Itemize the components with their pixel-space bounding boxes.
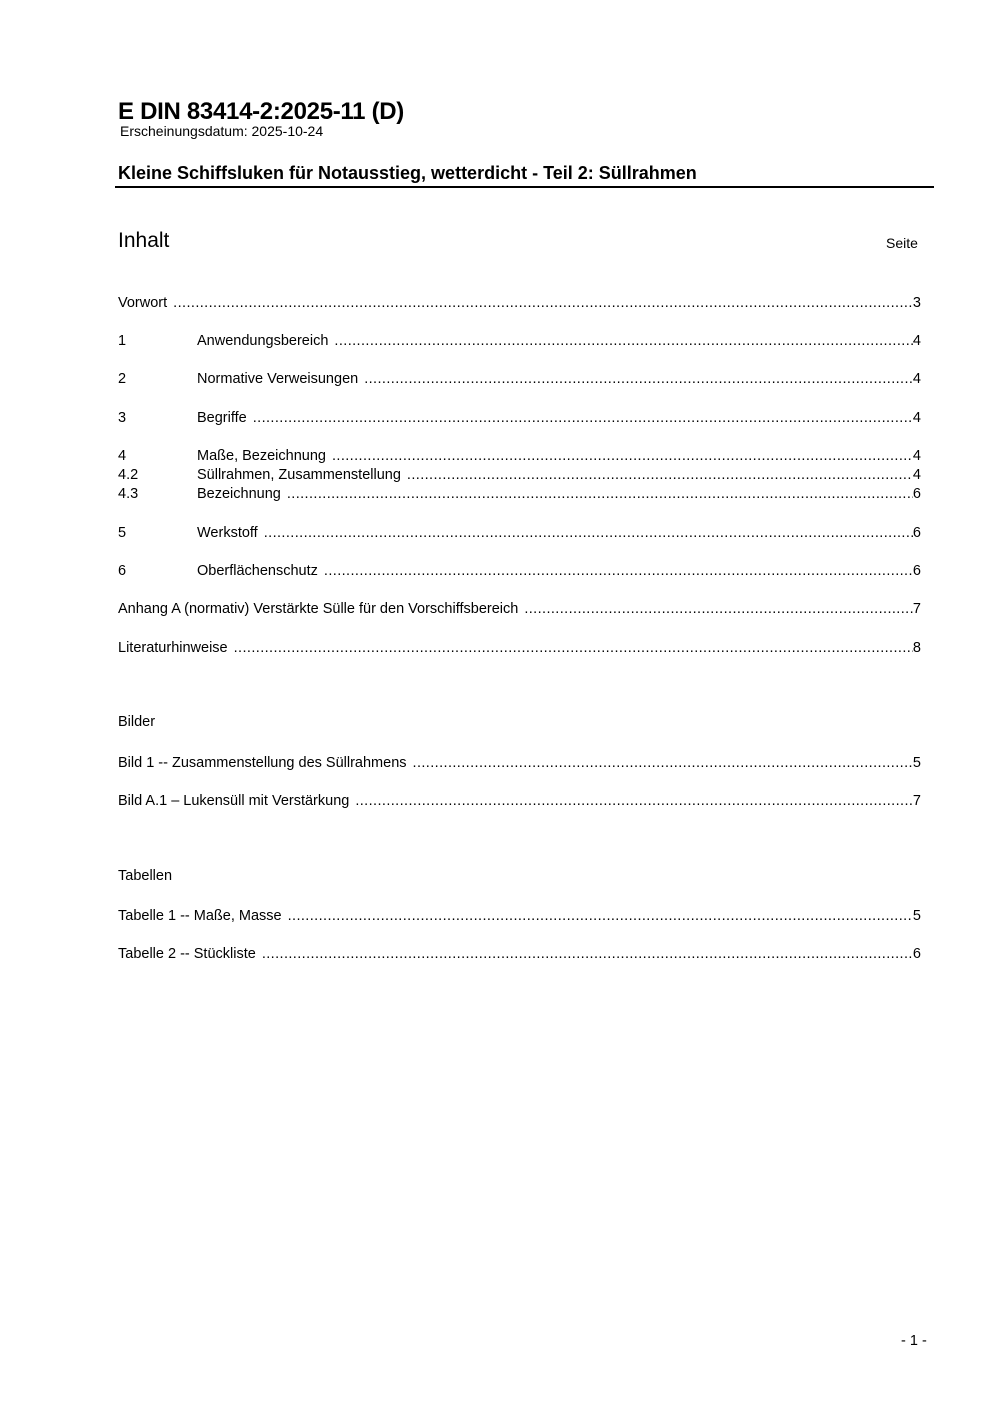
- figure-entry-label: Bild A.1 – Lukensüll mit Verstärkung: [118, 793, 350, 809]
- toc-entry-literaturhinweise[interactable]: [118, 638, 921, 656]
- figure-entry-label: Bild 1 -- Zusammenstellung des Süllrahmens: [118, 755, 407, 771]
- toc-entry-number: 4.3: [118, 486, 139, 502]
- leader-dots: [264, 525, 913, 541]
- leader-dots: [262, 946, 913, 962]
- table-entry-page: 5: [912, 908, 921, 924]
- toc-entry-number: 3: [118, 410, 127, 426]
- toc-entry-page: 4: [912, 448, 921, 464]
- toc-entry-label: Vorwort: [118, 295, 168, 311]
- publication-date: Erscheinungsdatum: 2025-10-24: [120, 123, 324, 139]
- toc-entry-anhang-a[interactable]: [118, 599, 921, 617]
- tables-heading: Tabellen: [118, 868, 173, 884]
- toc-entry-number: 4.2: [118, 467, 139, 483]
- toc-heading: Inhalt: [118, 229, 170, 252]
- leader-dots: [324, 563, 913, 579]
- toc-entry-1[interactable]: [118, 331, 921, 349]
- toc-entry-label: Anhang A (normativ) Verstärkte Sülle für den Vorschiffsbereich: [118, 601, 519, 617]
- leader-dots: [234, 640, 913, 656]
- leader-dots: [364, 371, 913, 387]
- toc-entry-page: 4: [912, 467, 921, 483]
- leader-dots: [355, 793, 913, 809]
- toc-entry-page: 3: [912, 295, 921, 311]
- table-entry-label: Tabelle 1 -- Maße, Masse: [118, 908, 282, 924]
- toc-entry-page: 6: [912, 486, 921, 502]
- leader-dots: [524, 601, 913, 617]
- toc-entry-label: Werkstoff: [197, 525, 258, 541]
- toc-entry-number: 6: [118, 563, 127, 579]
- leader-dots: [407, 467, 913, 483]
- toc-entry-page: 7: [912, 601, 921, 617]
- toc-entry-page: 8: [912, 640, 921, 656]
- toc-entry-number: 4: [118, 448, 127, 464]
- toc-entry-2[interactable]: [118, 369, 921, 387]
- toc-entry-4-3[interactable]: [118, 484, 921, 502]
- toc-entry-3[interactable]: [118, 408, 921, 426]
- toc-entry-5[interactable]: [118, 523, 921, 541]
- toc-entry-page: 6: [912, 525, 921, 541]
- figure-entry-a1[interactable]: [118, 791, 921, 809]
- figure-entry-1[interactable]: [118, 753, 921, 771]
- toc-entry-label: Anwendungsbereich: [197, 333, 329, 349]
- toc-entry-label: Maße, Bezeichnung: [197, 448, 326, 464]
- leader-dots: [173, 295, 913, 311]
- table-entry-1[interactable]: [118, 906, 921, 924]
- toc-entry-number: 5: [118, 525, 127, 541]
- title-divider: [115, 186, 934, 188]
- toc-entry-number: 1: [118, 333, 127, 349]
- leader-dots: [334, 333, 913, 349]
- toc-entry-page: 4: [912, 410, 921, 426]
- toc-entry-page: 4: [912, 333, 921, 349]
- toc-entry-label: Süllrahmen, Zusammenstellung: [197, 467, 401, 483]
- leader-dots: [288, 908, 913, 924]
- toc-entry-label: Normative Verweisungen: [197, 371, 359, 387]
- leader-dots: [253, 410, 913, 426]
- toc-entry-label: Bezeichnung: [197, 486, 281, 502]
- toc-entry-label: Oberflächenschutz: [197, 563, 318, 579]
- toc-entry-label: Literaturhinweise: [118, 640, 228, 656]
- document-title: Kleine Schiffsluken für Notausstieg, wetterdicht - Teil 2: Süllrahmen: [118, 163, 697, 183]
- toc-entry-4-2[interactable]: [118, 465, 921, 483]
- toc-entry-vorwort[interactable]: [118, 293, 921, 311]
- page-column-label: Seite: [886, 235, 918, 251]
- toc-entry-4[interactable]: [118, 446, 921, 464]
- toc-entry-page: 4: [912, 371, 921, 387]
- figures-heading: Bilder: [118, 714, 156, 730]
- toc-entry-label: Begriffe: [197, 410, 247, 426]
- document-id: E DIN 83414-2:2025-11 (D): [118, 98, 404, 125]
- figure-entry-page: 7: [912, 793, 921, 809]
- toc-entry-page: 6: [912, 563, 921, 579]
- leader-dots: [413, 755, 913, 771]
- leader-dots: [287, 486, 913, 502]
- figure-entry-page: 5: [912, 755, 921, 771]
- toc-entry-6[interactable]: [118, 561, 921, 579]
- toc-entry-number: 2: [118, 371, 127, 387]
- leader-dots: [332, 448, 913, 464]
- page-number: - 1 -: [901, 1333, 927, 1349]
- table-entry-2[interactable]: [118, 944, 921, 962]
- table-entry-label: Tabelle 2 -- Stückliste: [118, 946, 256, 962]
- table-entry-page: 6: [912, 946, 921, 962]
